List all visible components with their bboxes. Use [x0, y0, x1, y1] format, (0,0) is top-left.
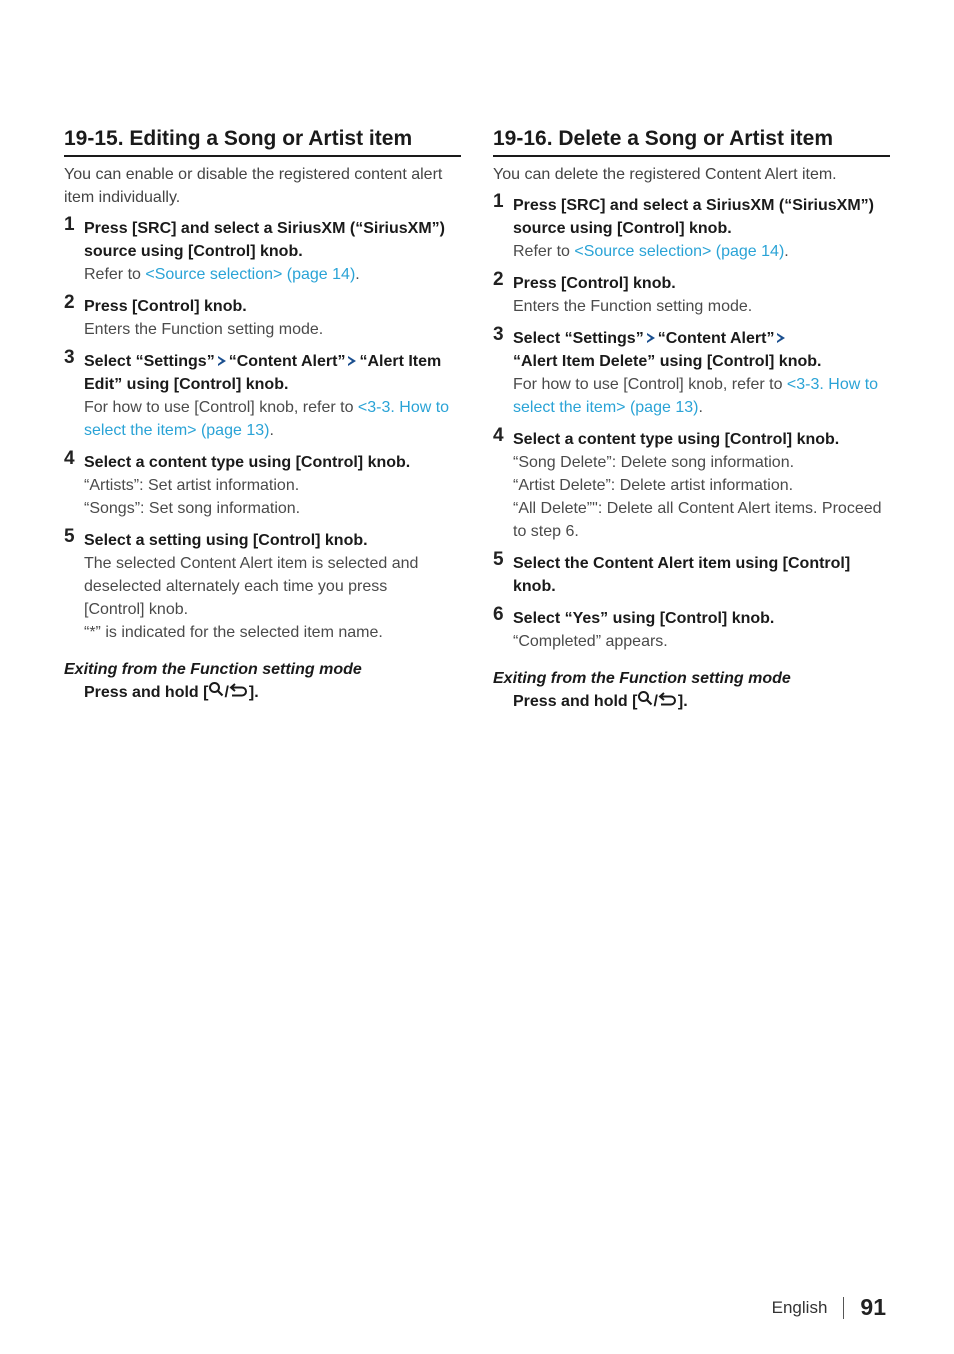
- source-selection-link[interactable]: <Source selection> (page 14): [145, 266, 356, 283]
- step-body: [84, 263, 461, 286]
- step-body: Enters the Function setting mode.: [513, 298, 753, 315]
- step-body: “Completed” appears.: [513, 633, 668, 650]
- page-footer: [772, 1294, 886, 1321]
- how-to-select-link[interactable]: <3-3. How to select the item> (page 13): [513, 376, 879, 416]
- arrow-right-icon: [218, 356, 226, 366]
- exit-instruction: [493, 690, 890, 713]
- step-body: [513, 373, 890, 419]
- step-number: 1: [64, 214, 75, 235]
- step-number: 6: [493, 604, 504, 625]
- step-number: 4: [493, 425, 504, 446]
- step-number: 5: [493, 549, 504, 570]
- step-line: “All Delete”": Delete all Content Alert items. Proceed to step 6.: [513, 500, 882, 540]
- step-line: “Artist Delete”: Delete artist information.: [513, 477, 794, 494]
- step-heading: Select a content type using [Control] knob.: [513, 431, 840, 448]
- step-heading-part: Select “Settings”: [513, 330, 644, 347]
- step-heading: [84, 350, 461, 396]
- step-4: [493, 425, 890, 543]
- exit-heading: Exiting from the Function setting mode: [493, 670, 791, 687]
- step-number: 5: [64, 526, 75, 547]
- step-text: .: [269, 422, 274, 439]
- step-body: Enters the Function setting mode.: [84, 321, 324, 338]
- step-1: [493, 191, 890, 263]
- step-heading-part: “Content Alert”: [228, 353, 346, 370]
- step-line: “*” is indicated for the selected item name.: [84, 624, 383, 641]
- step-2: [64, 292, 461, 341]
- step-text: Refer to: [513, 243, 575, 260]
- arrow-right-icon: [777, 333, 785, 343]
- search-icon: [637, 690, 653, 713]
- step-number: 1: [493, 191, 504, 212]
- step-text: .: [698, 399, 703, 416]
- arrow-right-icon: [348, 356, 356, 366]
- step-3: [64, 347, 461, 442]
- exit-heading: Exiting from the Function setting mode: [64, 661, 362, 678]
- step-text: For how to use [Control] knob, refer to: [513, 376, 787, 393]
- step-number: 2: [64, 292, 75, 313]
- exit-instruction: [64, 681, 461, 704]
- step-1: [64, 214, 461, 286]
- arrow-right-icon: [647, 333, 655, 343]
- section-intro: You can enable or disable the registered content alert item individually.: [64, 166, 443, 206]
- right-column: [493, 125, 890, 713]
- step-heading: Select a content type using [Control] knob.: [84, 454, 411, 471]
- how-to-select-link[interactable]: <3-3. How to select the item> (page 13): [84, 399, 450, 439]
- step-heading: Press [Control] knob.: [513, 275, 676, 292]
- language-label: English: [771, 1297, 828, 1317]
- step-number: 4: [64, 448, 75, 469]
- source-selection-link[interactable]: <Source selection> (page 14): [574, 243, 785, 260]
- step-heading: Press [SRC] and select a SiriusXM (“SiriusXM”) source using [Control] knob.: [513, 197, 874, 237]
- step-heading: Press [Control] knob.: [84, 298, 247, 315]
- section-title: 19-15. Editing a Song or Artist item: [64, 125, 461, 157]
- step-heading: Select the Content Alert item using [Control] knob.: [513, 555, 851, 595]
- step-heading: Press [SRC] and select a SiriusXM (“SiriusXM”) source using [Control] knob.: [84, 220, 445, 260]
- back-icon: [229, 681, 249, 704]
- step-6: [493, 604, 890, 653]
- footer-divider: [843, 1297, 844, 1319]
- step-text: Refer to: [84, 266, 146, 283]
- step-heading-part: “Alert Item Delete” using [Control] knob.: [513, 353, 822, 370]
- step-number: 3: [493, 324, 504, 345]
- step-heading: [513, 327, 890, 373]
- page-number: 91: [860, 1294, 886, 1320]
- step-heading-part: Select “Settings”: [84, 353, 215, 370]
- back-icon: [658, 690, 678, 713]
- step-2: [493, 269, 890, 318]
- section-intro: You can delete the registered Content Alert item.: [493, 166, 837, 183]
- exit-text: Press and hold [: [513, 693, 638, 710]
- step-number: 2: [493, 269, 504, 290]
- step-body: [513, 240, 890, 263]
- step-text: .: [355, 266, 360, 283]
- step-heading-part: “Alert Item Edit” using [Control] knob.: [84, 353, 442, 393]
- step-heading: Select “Yes” using [Control] knob.: [513, 610, 775, 627]
- step-number: 3: [64, 347, 75, 368]
- step-body: [84, 396, 461, 442]
- exit-text: Press and hold [: [84, 684, 209, 701]
- step-line: “Song Delete”: Delete song information.: [513, 454, 795, 471]
- step-line: “Songs”: Set song information.: [84, 500, 301, 517]
- exit-text: /: [653, 693, 658, 710]
- step-4: [64, 448, 461, 520]
- step-line: “Artists”: Set artist information.: [84, 477, 300, 494]
- step-text: For how to use [Control] knob, refer to: [84, 399, 358, 416]
- exit-text: /: [224, 684, 229, 701]
- step-3: [493, 324, 890, 419]
- exit-text: ].: [248, 684, 259, 701]
- step-line: The selected Content Alert item is selected and deselected alternately each time you press [Control] knob.: [84, 555, 419, 618]
- search-icon: [208, 681, 224, 704]
- exit-text: ].: [677, 693, 688, 710]
- left-column: [64, 125, 461, 704]
- step-5: [493, 549, 890, 598]
- step-text: .: [784, 243, 789, 260]
- step-heading: Select a setting using [Control] knob.: [84, 532, 368, 549]
- section-title: 19-16. Delete a Song or Artist item: [493, 125, 890, 157]
- step-heading-part: “Content Alert”: [657, 330, 775, 347]
- step-5: [64, 526, 461, 644]
